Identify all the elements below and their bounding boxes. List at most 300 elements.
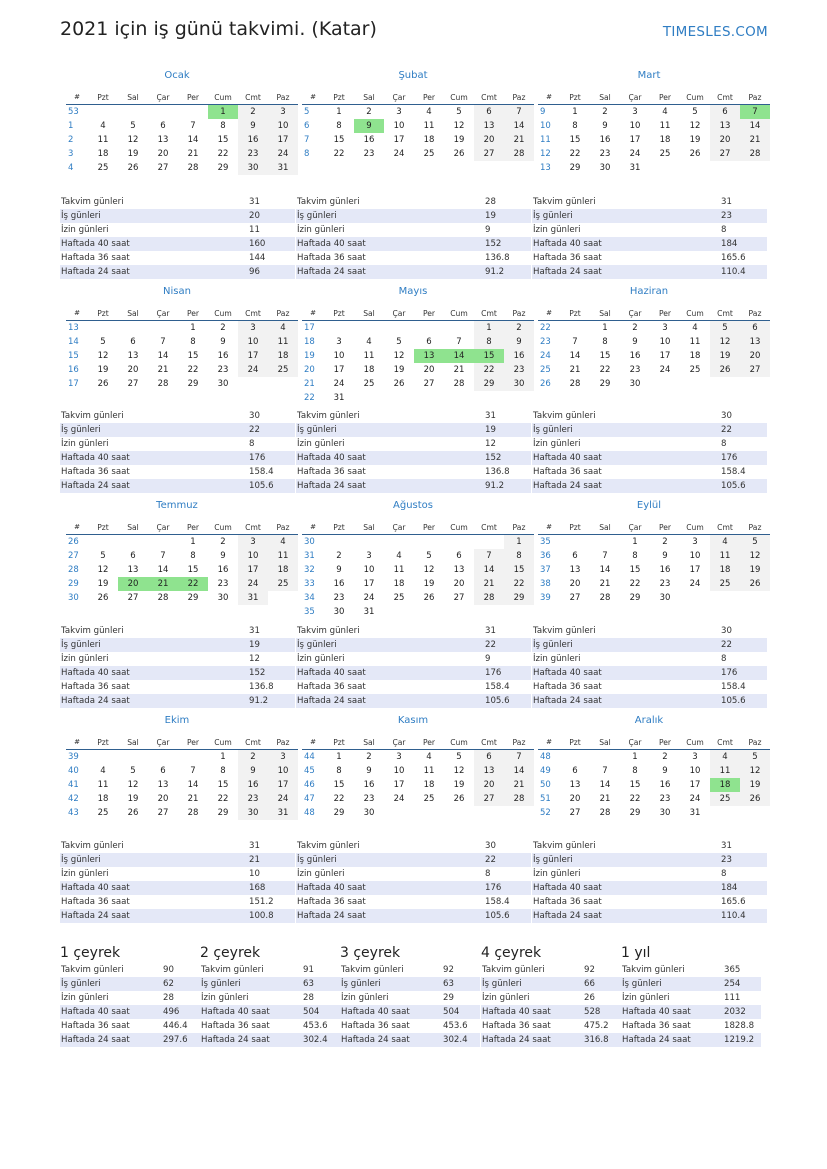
day-cell[interactable]: 29: [629, 808, 641, 818]
day-cell[interactable]: 24: [689, 579, 701, 589]
weekend-day-cell[interactable]: 9: [238, 764, 268, 778]
day-cell[interactable]: 30: [659, 808, 671, 818]
day-cell[interactable]: 11: [97, 780, 109, 790]
day-cell[interactable]: 20: [569, 579, 581, 589]
weekend-day-cell[interactable]: 11: [268, 549, 298, 563]
day-cell[interactable]: 8: [572, 121, 578, 131]
day-cell[interactable]: 19: [453, 135, 465, 145]
weekend-day-cell[interactable]: 6: [740, 321, 770, 336]
day-cell[interactable]: 10: [393, 766, 405, 776]
weekend-day-cell[interactable]: 21: [474, 577, 504, 591]
day-cell[interactable]: 12: [393, 351, 405, 361]
day-cell[interactable]: 14: [599, 565, 611, 575]
day-cell[interactable]: 23: [363, 794, 375, 804]
weekend-day-cell[interactable]: 7: [504, 105, 534, 120]
day-cell[interactable]: 30: [363, 808, 375, 818]
day-cell[interactable]: 11: [423, 121, 435, 131]
day-cell[interactable]: 15: [599, 351, 611, 361]
weekend-day-cell[interactable]: 1: [474, 321, 504, 336]
weekend-day-cell[interactable]: 5: [740, 750, 770, 765]
holiday-day-cell[interactable]: 13: [414, 349, 444, 363]
day-cell[interactable]: 29: [569, 163, 581, 173]
day-cell[interactable]: 7: [190, 121, 196, 131]
day-cell[interactable]: 20: [423, 365, 435, 375]
day-cell[interactable]: 16: [363, 780, 375, 790]
weekend-day-cell[interactable]: 3: [268, 750, 298, 765]
day-cell[interactable]: 12: [97, 351, 109, 361]
day-cell[interactable]: 23: [659, 794, 671, 804]
day-cell[interactable]: 29: [333, 808, 345, 818]
day-cell[interactable]: 22: [569, 149, 581, 159]
weekend-day-cell[interactable]: 29: [504, 591, 534, 605]
day-cell[interactable]: 11: [689, 337, 701, 347]
weekend-day-cell[interactable]: 6: [474, 105, 504, 120]
day-cell[interactable]: 3: [336, 337, 342, 347]
day-cell[interactable]: 6: [456, 551, 462, 561]
holiday-day-cell[interactable]: 21: [148, 577, 178, 591]
day-cell[interactable]: 8: [632, 551, 638, 561]
day-cell[interactable]: 1: [602, 323, 608, 333]
weekend-day-cell[interactable]: 26: [740, 577, 770, 591]
weekend-day-cell[interactable]: 4: [268, 321, 298, 336]
weekend-day-cell[interactable]: 8: [504, 549, 534, 563]
day-cell[interactable]: 25: [97, 163, 109, 173]
weekend-day-cell[interactable]: 13: [474, 119, 504, 133]
day-cell[interactable]: 4: [662, 107, 668, 117]
day-cell[interactable]: 29: [629, 593, 641, 603]
day-cell[interactable]: 24: [393, 149, 405, 159]
day-cell[interactable]: 24: [393, 794, 405, 804]
day-cell[interactable]: 19: [689, 135, 701, 145]
day-cell[interactable]: 15: [629, 565, 641, 575]
weekend-day-cell[interactable]: 3: [238, 321, 268, 336]
day-cell[interactable]: 7: [190, 766, 196, 776]
day-cell[interactable]: 10: [689, 766, 701, 776]
day-cell[interactable]: 18: [97, 149, 109, 159]
day-cell[interactable]: 21: [599, 579, 611, 589]
day-cell[interactable]: 17: [393, 135, 405, 145]
day-cell[interactable]: 6: [160, 121, 166, 131]
day-cell[interactable]: 15: [187, 351, 199, 361]
day-cell[interactable]: 4: [692, 323, 698, 333]
day-cell[interactable]: 19: [97, 579, 109, 589]
day-cell[interactable]: 5: [100, 337, 106, 347]
day-cell[interactable]: 9: [632, 337, 638, 347]
weekend-day-cell[interactable]: 28: [474, 591, 504, 605]
day-cell[interactable]: 15: [569, 135, 581, 145]
weekend-day-cell[interactable]: 23: [238, 792, 268, 806]
day-cell[interactable]: 21: [569, 365, 581, 375]
day-cell[interactable]: 27: [569, 593, 581, 603]
day-cell[interactable]: 26: [453, 794, 465, 804]
day-cell[interactable]: 3: [396, 752, 402, 762]
day-cell[interactable]: 29: [599, 379, 611, 389]
day-cell[interactable]: 27: [157, 808, 169, 818]
day-cell[interactable]: 16: [333, 579, 345, 589]
day-cell[interactable]: 4: [100, 766, 106, 776]
day-cell[interactable]: 29: [187, 379, 199, 389]
day-cell[interactable]: 6: [426, 337, 432, 347]
weekend-day-cell[interactable]: 5: [740, 535, 770, 550]
day-cell[interactable]: 18: [393, 579, 405, 589]
day-cell[interactable]: 20: [157, 794, 169, 804]
day-cell[interactable]: 11: [97, 135, 109, 145]
day-cell[interactable]: 23: [599, 149, 611, 159]
weekend-day-cell[interactable]: 22: [504, 577, 534, 591]
weekend-day-cell[interactable]: 28: [740, 147, 770, 161]
day-cell[interactable]: 5: [396, 337, 402, 347]
day-cell[interactable]: 11: [393, 565, 405, 575]
day-cell[interactable]: 10: [629, 121, 641, 131]
day-cell[interactable]: 2: [366, 752, 372, 762]
day-cell[interactable]: 26: [127, 808, 139, 818]
day-cell[interactable]: 14: [157, 351, 169, 361]
weekend-day-cell[interactable]: 2: [238, 105, 268, 120]
day-cell[interactable]: 6: [130, 551, 136, 561]
day-cell[interactable]: 12: [127, 135, 139, 145]
day-cell[interactable]: 12: [453, 121, 465, 131]
weekend-day-cell[interactable]: 12: [740, 549, 770, 563]
weekend-day-cell[interactable]: 20: [710, 133, 740, 147]
weekend-day-cell[interactable]: 20: [474, 133, 504, 147]
day-cell[interactable]: 20: [127, 365, 139, 375]
day-cell[interactable]: 19: [127, 794, 139, 804]
weekend-day-cell[interactable]: 19: [740, 778, 770, 792]
day-cell[interactable]: 17: [689, 565, 701, 575]
day-cell[interactable]: 4: [366, 337, 372, 347]
day-cell[interactable]: 26: [97, 593, 109, 603]
day-cell[interactable]: 10: [689, 551, 701, 561]
weekend-day-cell[interactable]: 21: [740, 133, 770, 147]
day-cell[interactable]: 8: [602, 337, 608, 347]
day-cell[interactable]: 30: [217, 593, 229, 603]
day-cell[interactable]: 21: [187, 794, 199, 804]
weekend-day-cell[interactable]: 18: [268, 349, 298, 363]
weekend-day-cell[interactable]: 26: [710, 363, 740, 377]
day-cell[interactable]: 13: [157, 135, 169, 145]
weekend-day-cell[interactable]: 29: [474, 377, 504, 391]
day-cell[interactable]: 16: [217, 565, 229, 575]
day-cell[interactable]: 16: [659, 565, 671, 575]
day-cell[interactable]: 25: [423, 149, 435, 159]
day-cell[interactable]: 9: [662, 766, 668, 776]
weekend-day-cell[interactable]: 3: [238, 535, 268, 550]
weekend-day-cell[interactable]: 9: [238, 119, 268, 133]
day-cell[interactable]: 17: [689, 780, 701, 790]
day-cell[interactable]: 15: [333, 780, 345, 790]
weekend-day-cell[interactable]: 25: [710, 792, 740, 806]
weekend-day-cell[interactable]: 11: [268, 335, 298, 349]
day-cell[interactable]: 25: [97, 808, 109, 818]
day-cell[interactable]: 6: [572, 551, 578, 561]
day-cell[interactable]: 13: [569, 565, 581, 575]
holiday-day-cell[interactable]: 14: [444, 349, 474, 363]
day-cell[interactable]: 19: [423, 579, 435, 589]
weekend-day-cell[interactable]: 16: [238, 133, 268, 147]
day-cell[interactable]: 5: [692, 107, 698, 117]
weekend-day-cell[interactable]: 17: [238, 563, 268, 577]
day-cell[interactable]: 4: [100, 121, 106, 131]
day-cell[interactable]: 28: [187, 163, 199, 173]
weekend-day-cell[interactable]: 5: [710, 321, 740, 336]
day-cell[interactable]: 15: [629, 780, 641, 790]
weekend-day-cell[interactable]: 20: [740, 349, 770, 363]
weekend-day-cell[interactable]: 6: [710, 105, 740, 120]
day-cell[interactable]: 13: [157, 780, 169, 790]
weekend-day-cell[interactable]: 21: [504, 133, 534, 147]
day-cell[interactable]: 29: [217, 808, 229, 818]
day-cell[interactable]: 6: [572, 766, 578, 776]
day-cell[interactable]: 30: [629, 379, 641, 389]
day-cell[interactable]: 3: [662, 323, 668, 333]
day-cell[interactable]: 25: [363, 379, 375, 389]
holiday-day-cell[interactable]: 9: [354, 119, 384, 133]
weekend-day-cell[interactable]: 22: [474, 363, 504, 377]
weekend-day-cell[interactable]: 30: [238, 806, 268, 820]
day-cell[interactable]: 26: [97, 379, 109, 389]
weekend-day-cell[interactable]: 14: [474, 563, 504, 577]
day-cell[interactable]: 22: [187, 365, 199, 375]
day-cell[interactable]: 18: [97, 794, 109, 804]
day-cell[interactable]: 12: [97, 565, 109, 575]
day-cell[interactable]: 9: [220, 551, 226, 561]
weekend-day-cell[interactable]: 17: [268, 133, 298, 147]
day-cell[interactable]: 30: [659, 593, 671, 603]
day-cell[interactable]: 9: [662, 551, 668, 561]
day-cell[interactable]: 15: [217, 780, 229, 790]
weekend-day-cell[interactable]: 8: [474, 335, 504, 349]
day-cell[interactable]: 27: [569, 808, 581, 818]
day-cell[interactable]: 21: [187, 149, 199, 159]
day-cell[interactable]: 23: [629, 365, 641, 375]
weekend-day-cell[interactable]: 6: [474, 750, 504, 765]
day-cell[interactable]: 27: [127, 593, 139, 603]
day-cell[interactable]: 25: [689, 365, 701, 375]
weekend-day-cell[interactable]: 7: [504, 750, 534, 765]
weekend-day-cell[interactable]: 17: [268, 778, 298, 792]
holiday-day-cell[interactable]: 15: [474, 349, 504, 363]
day-cell[interactable]: 5: [130, 121, 136, 131]
weekend-day-cell[interactable]: 14: [740, 119, 770, 133]
day-cell[interactable]: 4: [396, 551, 402, 561]
day-cell[interactable]: 7: [160, 337, 166, 347]
day-cell[interactable]: 16: [659, 780, 671, 790]
day-cell[interactable]: 26: [423, 593, 435, 603]
weekend-day-cell[interactable]: 10: [268, 764, 298, 778]
weekend-day-cell[interactable]: 24: [238, 577, 268, 591]
holiday-day-cell[interactable]: 22: [178, 577, 208, 591]
day-cell[interactable]: 14: [187, 780, 199, 790]
weekend-day-cell[interactable]: 30: [238, 161, 268, 175]
weekend-day-cell[interactable]: 20: [474, 778, 504, 792]
weekend-day-cell[interactable]: 18: [268, 563, 298, 577]
weekend-day-cell[interactable]: 1: [504, 535, 534, 550]
day-cell[interactable]: 26: [127, 163, 139, 173]
day-cell[interactable]: 2: [662, 752, 668, 762]
day-cell[interactable]: 14: [569, 351, 581, 361]
day-cell[interactable]: 18: [659, 135, 671, 145]
weekend-day-cell[interactable]: 10: [238, 549, 268, 563]
day-cell[interactable]: 8: [336, 766, 342, 776]
day-cell[interactable]: 2: [662, 537, 668, 547]
weekend-day-cell[interactable]: 24: [238, 363, 268, 377]
weekend-day-cell[interactable]: 2: [504, 321, 534, 336]
day-cell[interactable]: 1: [632, 537, 638, 547]
weekend-day-cell[interactable]: 11: [710, 764, 740, 778]
weekend-day-cell[interactable]: 12: [740, 764, 770, 778]
day-cell[interactable]: 28: [599, 808, 611, 818]
weekend-day-cell[interactable]: 25: [268, 577, 298, 591]
day-cell[interactable]: 1: [190, 537, 196, 547]
day-cell[interactable]: 29: [187, 593, 199, 603]
day-cell[interactable]: 5: [456, 752, 462, 762]
day-cell[interactable]: 22: [629, 794, 641, 804]
day-cell[interactable]: 8: [220, 766, 226, 776]
weekend-day-cell[interactable]: 19: [710, 349, 740, 363]
day-cell[interactable]: 28: [187, 808, 199, 818]
weekend-day-cell[interactable]: 15: [504, 563, 534, 577]
day-cell[interactable]: 15: [333, 135, 345, 145]
day-cell[interactable]: 10: [333, 351, 345, 361]
day-cell[interactable]: 1: [190, 323, 196, 333]
weekend-day-cell[interactable]: 13: [474, 764, 504, 778]
day-cell[interactable]: 3: [692, 752, 698, 762]
day-cell[interactable]: 24: [363, 593, 375, 603]
day-cell[interactable]: 2: [632, 323, 638, 333]
day-cell[interactable]: 19: [393, 365, 405, 375]
day-cell[interactable]: 28: [157, 379, 169, 389]
day-cell[interactable]: 25: [423, 794, 435, 804]
weekend-day-cell[interactable]: 16: [504, 349, 534, 363]
weekend-day-cell[interactable]: 25: [710, 577, 740, 591]
day-cell[interactable]: 29: [217, 163, 229, 173]
day-cell[interactable]: 28: [453, 379, 465, 389]
day-cell[interactable]: 24: [333, 379, 345, 389]
day-cell[interactable]: 8: [190, 337, 196, 347]
day-cell[interactable]: 4: [426, 752, 432, 762]
day-cell[interactable]: 11: [363, 351, 375, 361]
day-cell[interactable]: 22: [629, 579, 641, 589]
day-cell[interactable]: 16: [629, 351, 641, 361]
day-cell[interactable]: 24: [689, 794, 701, 804]
day-cell[interactable]: 12: [689, 121, 701, 131]
day-cell[interactable]: 22: [333, 149, 345, 159]
day-cell[interactable]: 21: [599, 794, 611, 804]
weekend-day-cell[interactable]: 7: [474, 549, 504, 563]
day-cell[interactable]: 31: [333, 393, 345, 403]
weekend-day-cell[interactable]: 13: [740, 335, 770, 349]
weekend-day-cell[interactable]: 25: [268, 363, 298, 377]
day-cell[interactable]: 1: [336, 752, 342, 762]
day-cell[interactable]: 26: [689, 149, 701, 159]
weekend-day-cell[interactable]: 28: [504, 792, 534, 806]
day-cell[interactable]: 18: [423, 780, 435, 790]
day-cell[interactable]: 15: [187, 565, 199, 575]
day-cell[interactable]: 3: [366, 551, 372, 561]
day-cell[interactable]: 24: [629, 149, 641, 159]
weekend-day-cell[interactable]: 31: [268, 806, 298, 820]
day-cell[interactable]: 10: [393, 121, 405, 131]
day-cell[interactable]: 19: [97, 365, 109, 375]
day-cell[interactable]: 30: [333, 607, 345, 617]
day-cell[interactable]: 4: [426, 107, 432, 117]
weekend-day-cell[interactable]: 27: [740, 363, 770, 377]
day-cell[interactable]: 23: [659, 579, 671, 589]
day-cell[interactable]: 2: [220, 323, 226, 333]
weekend-day-cell[interactable]: 21: [504, 778, 534, 792]
day-cell[interactable]: 19: [453, 780, 465, 790]
weekend-day-cell[interactable]: 18: [710, 563, 740, 577]
day-cell[interactable]: 22: [333, 794, 345, 804]
weekend-day-cell[interactable]: 14: [504, 764, 534, 778]
day-cell[interactable]: 26: [453, 149, 465, 159]
day-cell[interactable]: 1: [632, 752, 638, 762]
day-cell[interactable]: 12: [423, 565, 435, 575]
day-cell[interactable]: 25: [393, 593, 405, 603]
weekend-day-cell[interactable]: 2: [238, 750, 268, 765]
weekend-day-cell[interactable]: 9: [504, 335, 534, 349]
day-cell[interactable]: 23: [217, 579, 229, 589]
day-cell[interactable]: 1: [572, 107, 578, 117]
day-cell[interactable]: 30: [599, 163, 611, 173]
day-cell[interactable]: 24: [659, 365, 671, 375]
weekend-day-cell[interactable]: 10: [238, 335, 268, 349]
day-cell[interactable]: 2: [602, 107, 608, 117]
day-cell[interactable]: 14: [187, 135, 199, 145]
day-cell[interactable]: 14: [157, 565, 169, 575]
weekend-day-cell[interactable]: 31: [238, 591, 268, 605]
weekend-day-cell[interactable]: 24: [268, 147, 298, 161]
weekend-day-cell[interactable]: 14: [504, 119, 534, 133]
day-cell[interactable]: 14: [599, 780, 611, 790]
day-cell[interactable]: 30: [217, 379, 229, 389]
day-cell[interactable]: 28: [157, 593, 169, 603]
holiday-day-cell[interactable]: 1: [208, 105, 238, 120]
day-cell[interactable]: 27: [127, 379, 139, 389]
holiday-day-cell[interactable]: 7: [740, 105, 770, 120]
weekend-day-cell[interactable]: 12: [710, 335, 740, 349]
day-cell[interactable]: 20: [569, 794, 581, 804]
site-brand-link[interactable]: TIMESLES.COM: [662, 24, 768, 40]
day-cell[interactable]: 16: [599, 135, 611, 145]
day-cell[interactable]: 27: [423, 379, 435, 389]
day-cell[interactable]: 18: [689, 351, 701, 361]
day-cell[interactable]: 13: [569, 780, 581, 790]
day-cell[interactable]: 5: [426, 551, 432, 561]
weekend-day-cell[interactable]: 4: [710, 750, 740, 765]
day-cell[interactable]: 22: [599, 365, 611, 375]
day-cell[interactable]: 17: [393, 780, 405, 790]
weekend-day-cell[interactable]: 4: [710, 535, 740, 550]
day-cell[interactable]: 17: [333, 365, 345, 375]
day-cell[interactable]: 7: [602, 766, 608, 776]
day-cell[interactable]: 13: [127, 565, 139, 575]
day-cell[interactable]: 31: [363, 607, 375, 617]
weekend-day-cell[interactable]: 16: [238, 778, 268, 792]
day-cell[interactable]: 8: [632, 766, 638, 776]
day-cell[interactable]: 18: [423, 135, 435, 145]
day-cell[interactable]: 7: [456, 337, 462, 347]
weekend-day-cell[interactable]: 3: [268, 105, 298, 120]
weekend-day-cell[interactable]: 31: [268, 161, 298, 175]
day-cell[interactable]: 17: [629, 135, 641, 145]
weekend-day-cell[interactable]: 10: [268, 119, 298, 133]
weekend-day-cell[interactable]: 24: [268, 792, 298, 806]
day-cell[interactable]: 23: [333, 593, 345, 603]
day-cell[interactable]: 9: [602, 121, 608, 131]
holiday-day-cell[interactable]: 18: [710, 778, 740, 792]
weekend-day-cell[interactable]: 23: [238, 147, 268, 161]
